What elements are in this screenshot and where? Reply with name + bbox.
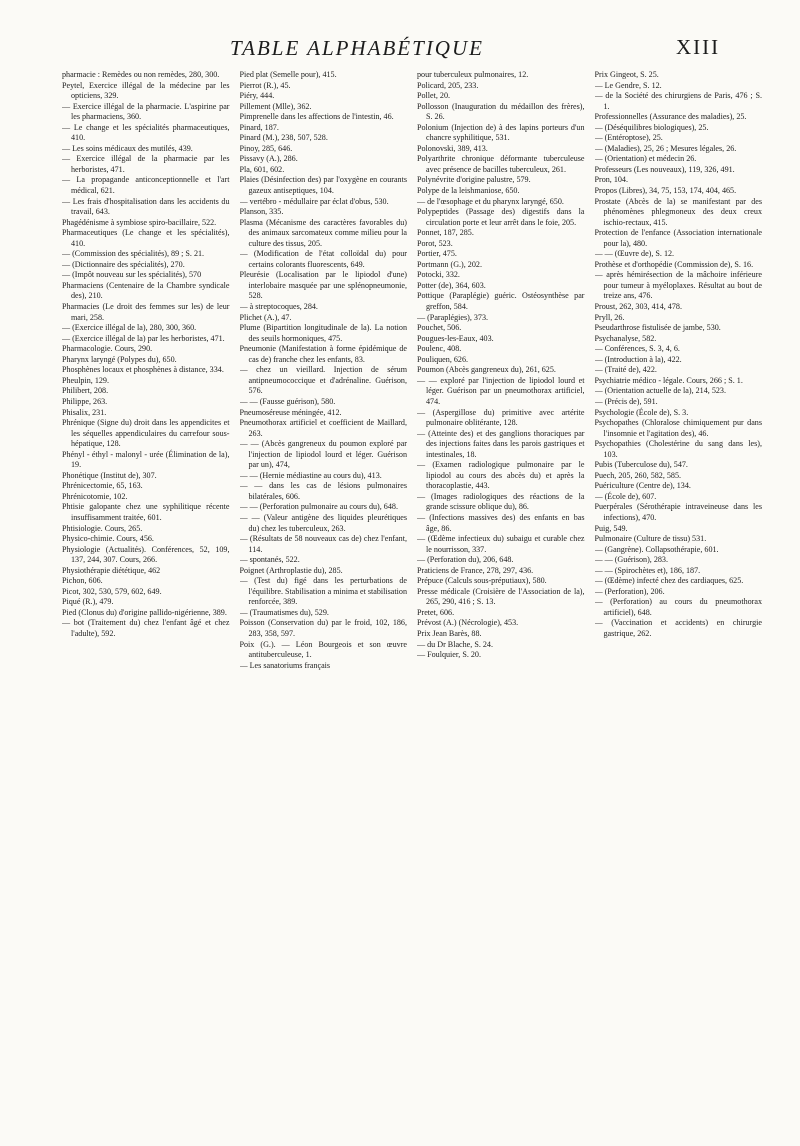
index-entry: Polype de la leishmaniose, 650. [417,186,520,196]
index-entry: — Exercice illégal de la pharmacie par les herboristes, 471. [62,154,230,174]
index-entry: Pneumothorax artificiel et coefficient de Maillard, 263. [239,418,407,438]
index-entry: — de l'œsophage et du pharynx laryngé, 650. [417,196,564,206]
index-entry: Piéry, 444. [239,91,275,101]
index-entry: Physiologie (Actualités). Conférences, 52, 109, 137, 244, 307. Cours, 266. [62,544,230,565]
index-entry: Poix (G.). — Léon Bourgeois et son œuvre antituberculeuse, 1. [239,639,407,660]
index-entry: Potter (de), 364, 603. [417,280,486,290]
index-entry: — (Atteinte des) et des ganglions thoraciques par des injections faites dans les parois gastriques et intestinales, 18. [417,428,585,459]
index-entry: — (Dictionnaire des spécialités), 270. [62,259,185,269]
page-header [0,0,800,60]
index-entry: — Foulquier, S. 20. [417,650,481,660]
index-entry: Pron, 104. [594,175,629,185]
index-entry: — (Perforation du), 206, 648. [417,555,514,565]
index-entry: Polynévrite d'origine palustre, 579. [417,175,531,185]
index-entry: — (Modification de l'état colloïdal du) pour certains colorants fluorescents, 649. [239,249,407,269]
index-entry: — (Test du) figé dans les perturbations de l'équilibre. Stabilisation a minima et stabilisation renforcée, 389. [239,576,407,607]
index-entry: Pollosson (Inauguration du médaillon des frères), S. 26. [417,101,585,122]
page-number: XIII [676,35,721,59]
index-entry: — La propagande anticonceptionnelle et l'art médical, 621. [62,175,230,196]
index-entry: — spontanés, 522. [239,555,300,565]
index-column-4 [595,70,763,1130]
index-entry: Pubis (Tuberculose du), 547. [594,460,688,470]
index-entry: Poulenc, 408. [417,344,462,354]
index-entry: Professeurs (Les nouveaux), 119, 326, 491. [594,164,735,174]
index-entry: Presse médicale (Croisière de l'Association de la), 265, 290, 416 ; S. 13. [417,586,585,607]
index-entry: Piqué (R.), 479. [62,597,114,607]
index-entry: Phtisiologie. Cours, 265. [62,523,143,533]
index-entry: Pla, 601, 602. [239,164,285,174]
index-entry: Polypeptides (Passage des) digestifs dans la circulation porte et leur arrêt dans le foie, 205. [417,207,585,227]
index-entry: Pneumoséreuse méningée, 412. [239,407,342,417]
index-entry: Prix Gingeot, S. 25. [594,70,659,79]
index-entry: — (Paraplégies), 373. [417,312,489,322]
index-entry: Pillement (Mlle), 362. [239,101,312,111]
index-entry: — (Perforation) au cours du pneumothorax artificiel), 648. [594,597,762,617]
index-entry: — (Déséquilibres biologiques), 25. [594,122,709,132]
index-entry: Psychopathies (Cholestérine du sang dans les), 103. [594,439,762,459]
index-entry: Phrénique (Signe du) droit dans les appendicites et les séquelles appendiculaires du carrefour sous-hépatique, 128. [62,418,230,449]
index-entry: Plasma (Mécanisme des caractères favorables du) des animaux sarcomateux comme milieu pour la culture des tissus, 205. [239,217,407,248]
index-entry: — du Dr Blache, S. 24. [417,639,493,649]
index-entry: — Le change et les spécialités pharmaceutiques, 410. [62,122,230,143]
index-entry: Pottique (Paraplégie) guéric. Ostéosynthèse par greffon, 584. [417,291,585,312]
index-entry: — Conférences, S. 3, 4, 6. [594,344,680,354]
index-entry: — de la Société des chirurgiens de Paris, 476 ; S. 1. [594,91,762,111]
index-entry: — Les sanatoriums français [239,660,331,670]
index-entry: Polonovski, 389, 413. [417,143,488,153]
index-entry: — Les soins médicaux des mutilés, 439. [62,143,193,153]
index-entry: Pimprenelle dans les affections de l'intestin, 46. [239,112,394,122]
index-entry: Puig, 549. [594,523,628,533]
index-entry: Pinard, 187. [239,122,279,132]
index-entry: Phosphènes locaux et phosphènes à distance, 334. [62,365,224,375]
index-entry: — Exercice illégal de la pharmacie. L'aspirine par les pharmaciens, 360. [62,101,230,122]
index-column-2 [240,70,408,1130]
index-entry: Prévost (A.) (Nécrologie), 453. [417,618,519,628]
index-entry: Pharynx laryngé (Polypes du), 650. [62,354,177,364]
index-columns [62,70,762,1130]
index-entry: Polonium (Injection de) à des lapins porteurs d'un chancre syphilitique, 531. [417,122,585,143]
index-entry: — (Vaccination et accidents) en chirurgie gastrique, 262. [594,618,762,638]
index-entry: Professionnelles (Assurance des maladies), 25. [594,112,747,122]
index-entry: Prothèse et d'orthopédie (Commission de), S. 16. [594,259,754,269]
index-entry: — — (Fausse guérison), 580. [239,396,336,406]
index-entry: — (Entéroptose), 25. [594,133,663,143]
index-entry: — bot (Traitement du) chez l'enfant âgé et chez l'adulte), 592. [62,618,230,638]
index-entry: Poignet (Arthroplastie du), 285. [239,565,343,575]
index-entry: Pretet, 606. [417,607,455,617]
index-entry: — (Introduction à la), 422. [594,354,682,364]
index-entry: — — exploré par l'injection de lipiodol lourd et léger. Guérison par un pneumothorax artificiel, 474. [417,375,585,406]
index-entry: Pneumonie (Manifestation à forme épidémique de cas de) franche chez les enfants, 83. [239,344,407,364]
index-entry: Plume (Bipartition longitudinale de la). La notion des seuils hormoniques, 475. [239,323,407,343]
index-entry: — (Aspergillose du) primitive avec artérite pulmonaire oblitérante, 128. [417,407,585,428]
index-entry: — (Impôt nouveau sur les spécialités), 570 [62,270,202,280]
index-entry: pharmacie : Remèdes ou non remèdes, 280, 300. [62,70,220,79]
index-entry: Plaies (Désinfection des) par l'oxygène en courants gazeux antiseptiques, 104. [239,175,407,196]
index-entry: Porot, 523. [417,238,453,248]
index-entry: — (École de), 607. [594,491,657,501]
index-entry: Portmann (G.), 202. [417,259,482,269]
index-entry: — Les frais d'hospitalisation dans les accidents du travail, 643. [62,196,230,217]
index-entry: — (Exercice illégal de la), 280, 300, 360. [62,323,197,333]
index-entry: Phagédénisme à symbiose spiro-bacillaire, 522. [62,217,217,227]
index-entry: Pinard (M.), 238, 507, 528. [239,133,328,143]
index-entry: Philippe, 263. [62,396,108,406]
index-entry: Picot, 302, 530, 579, 602, 649. [62,586,162,596]
index-entry: — — (Œuvre de), S. 12. [594,249,675,259]
index-entry: Pichon, 606. [62,576,103,586]
index-entry: Polyarthrite chronique déformante tuberculeuse avec présence de bacilles tuberculeux, 261. [417,154,585,174]
index-entry: — — (Hernie médiastine au cours du), 413. [239,470,382,480]
page-title: TABLE ALPHABÉTIQUE [230,36,484,60]
index-entry: Pharmaceutiques (Le change et les spécialités), 410. [62,228,230,248]
index-entry: Pharmacologie. Cours, 290. [62,344,153,354]
index-entry: Prix Jean Barès, 88. [417,628,482,638]
index-entry: Puériculture (Centre de), 134. [594,481,691,491]
index-entry: — (Infections massives des) des enfants en bas âge, 86. [417,512,585,533]
index-entry: Portier, 475. [417,249,457,259]
index-entry: — Le Gendre, S. 12. [594,80,662,90]
index-entry: Pleurésie (Localisation par le lipiodol d'une) interlobaire masquée par une splénopneumonie, 528. [239,270,407,301]
index-entry: Plichet (A.), 47. [239,312,292,322]
index-entry: Pharmaciens (Centenaire de la Chambre syndicale des), 210. [62,280,230,301]
index-entry: Potocki, 332. [417,270,460,280]
index-entry: Prostate (Abcès de la) se manifestant par des phénomènes phlegmoneux des deux creux ischio-rectaux, 415. [594,196,762,227]
index-entry: — (Précis de), 591. [594,396,658,406]
index-entry: Pheulpin, 129. [62,375,109,385]
index-entry: Pied plat (Semelle pour), 415. [239,70,337,79]
index-entry: Phrénicectomie, 65, 163. [62,481,143,491]
index-entry: Praticiens de France, 278, 297, 436. [417,565,534,575]
index-entry: Psychopathes (Chloralose chimiquement pur dans l'insomnie et l'agitation des), 46. [594,418,762,438]
index-entry: Philibert, 208. [62,386,109,396]
index-entry: Pouliquen, 626. [417,354,469,364]
index-entry: — — (Spirochètes et), 186, 187. [594,565,701,575]
index-entry: Phtisie galopante chez une syphilitique récente insuffisamment traitée, 601. [62,502,230,522]
index-entry: Pharmacies (Le droit des femmes sur les) de leur mari, 258. [62,302,230,322]
index-entry: — (Orientation actuelle de la), 214, 523. [594,386,726,396]
index-entry: Pollet, 20. [417,91,451,101]
index-entry: — — (Abcès gangreneux du poumon exploré par l'injection de lipiodol lourd et léger. Guérison par un), 474, [239,439,407,470]
index-column-3 [417,70,585,1130]
index-entry: — — (Valeur antigène des liquides pleurétiques du) chez les tuberculeux, 263. [239,512,407,533]
index-entry: Prépuce (Calculs sous-préputiaux), 580. [417,576,547,586]
index-entry: Phonétique (Institut de), 307. [62,470,157,480]
index-entry: pour tuberculeux pulmonaires, 12. [417,70,529,79]
index-entry: Pougues-les-Eaux, 403. [417,333,494,343]
index-entry: — à streptocoques, 284. [239,302,318,312]
index-entry: Poisson (Conservation du) par le froid, 102, 186, 283, 358, 597. [239,618,407,638]
index-entry: — (Perforation), 206. [594,586,665,596]
index-entry: — — (Guérison), 283. [594,555,669,565]
index-entry: Pulmonaire (Culture de tissu) 531. [594,534,707,544]
index-entry: Phényl - éthyl - malonyl - urée (Élimination de la), 19. [62,449,230,470]
index-entry: Peytel, Exercice illégal de la médecine par les opticiens, 329. [62,80,230,101]
index-entry: — (Examen radiologique pulmonaire par le lipiodol au cours des abcès du) et après la thoracoplastie, 443. [417,460,585,491]
index-entry: Planson, 335. [239,207,284,217]
index-entry: — (Traumatismes du), 529. [239,607,329,617]
index-entry: — vertébro - médullaire par éclat d'obus, 530. [239,196,389,206]
index-entry: — (Commission des spécialités), 89 ; S. 21. [62,249,205,259]
index-entry: Physiothérapie diététique, 462 [62,565,161,575]
index-entry: Pied (Clonus du) d'origine pallido-nigérienne, 389. [62,607,227,617]
index-entry: Puech, 205, 260, 582, 585. [594,470,682,480]
index-entry: Phrénicotomie, 102. [62,491,128,501]
index-entry: Pissavy (A.), 286. [239,154,298,164]
index-entry: Proust, 262, 303, 414, 478. [594,302,682,312]
index-entry: Psychanalyse, 582. [594,333,657,343]
index-entry: — (Œdème infectieux du) subaigu et curable chez le nourrisson, 337. [417,534,585,554]
index-entry: Poumon (Abcès gangreneux du), 261, 625. [417,365,556,375]
index-entry: Psychiatrie médico - légale. Cours, 266 ; S. 1. [594,375,743,385]
index-entry: Pseudarthrose fistulisée de jambe, 530. [594,323,721,333]
index-entry: Pryll, 26. [594,312,625,322]
index-entry: — après hémirésection de la mâchoire inférieure pour tumeur à myéloplaxes. Résultat au bout de treize ans, 476. [594,270,762,301]
index-entry: — — dans les cas de lésions pulmonaires bilatérales, 606. [239,481,407,501]
index-entry: Puerpérales (Sérothérapie intraveineuse dans les infections), 470. [594,502,762,522]
index-entry: — (Œdème) infecté chez des cardiaques, 625. [594,576,744,586]
index-column-1 [62,70,230,1130]
index-entry: — (Images radiologiques des réactions de la grande scissure oblique du), 86. [417,491,585,512]
index-entry: Ponnet, 187, 285. [417,228,474,238]
index-entry: Pinoy, 285, 646. [239,143,293,153]
index-entry: — (Maladies), 25, 26 ; Mesures légales, 26. [594,143,737,153]
index-entry: Policard, 205, 233. [417,80,479,90]
index-entry: — chez un vieillard. Injection de sérum antipneumococcique et d'adrénaline. Guérison, 576. [239,365,407,396]
index-entry: — (Résultats de 58 nouveaux cas de) chez l'enfant, 114. [239,534,407,554]
index-entry: Propos (Libres), 34, 75, 153, 174, 404, 465. [594,186,737,196]
index-entry: Physico-chimie. Cours, 456. [62,534,154,544]
index-entry: — (Gangrène). Collapsothérapie, 601. [594,544,719,554]
index-entry: — (Orientation) et médecin 26. [594,154,697,164]
index-entry: — (Traité de), 422. [594,365,657,375]
index-entry: Protection de l'enfance (Association internationale pour la), 480. [594,228,762,248]
index-entry: Pierrot (R.), 45. [239,80,291,90]
index-entry: Phisalix, 231. [62,407,107,417]
index-entry: Pouchet, 506. [417,323,462,333]
index-entry: Psychologie (École de), S. 3. [594,407,689,417]
index-entry: — — (Perforation pulmonaire au cours du), 648. [239,502,398,512]
index-entry: — (Exercice illégal de la) par les herboristes, 471. [62,333,225,343]
